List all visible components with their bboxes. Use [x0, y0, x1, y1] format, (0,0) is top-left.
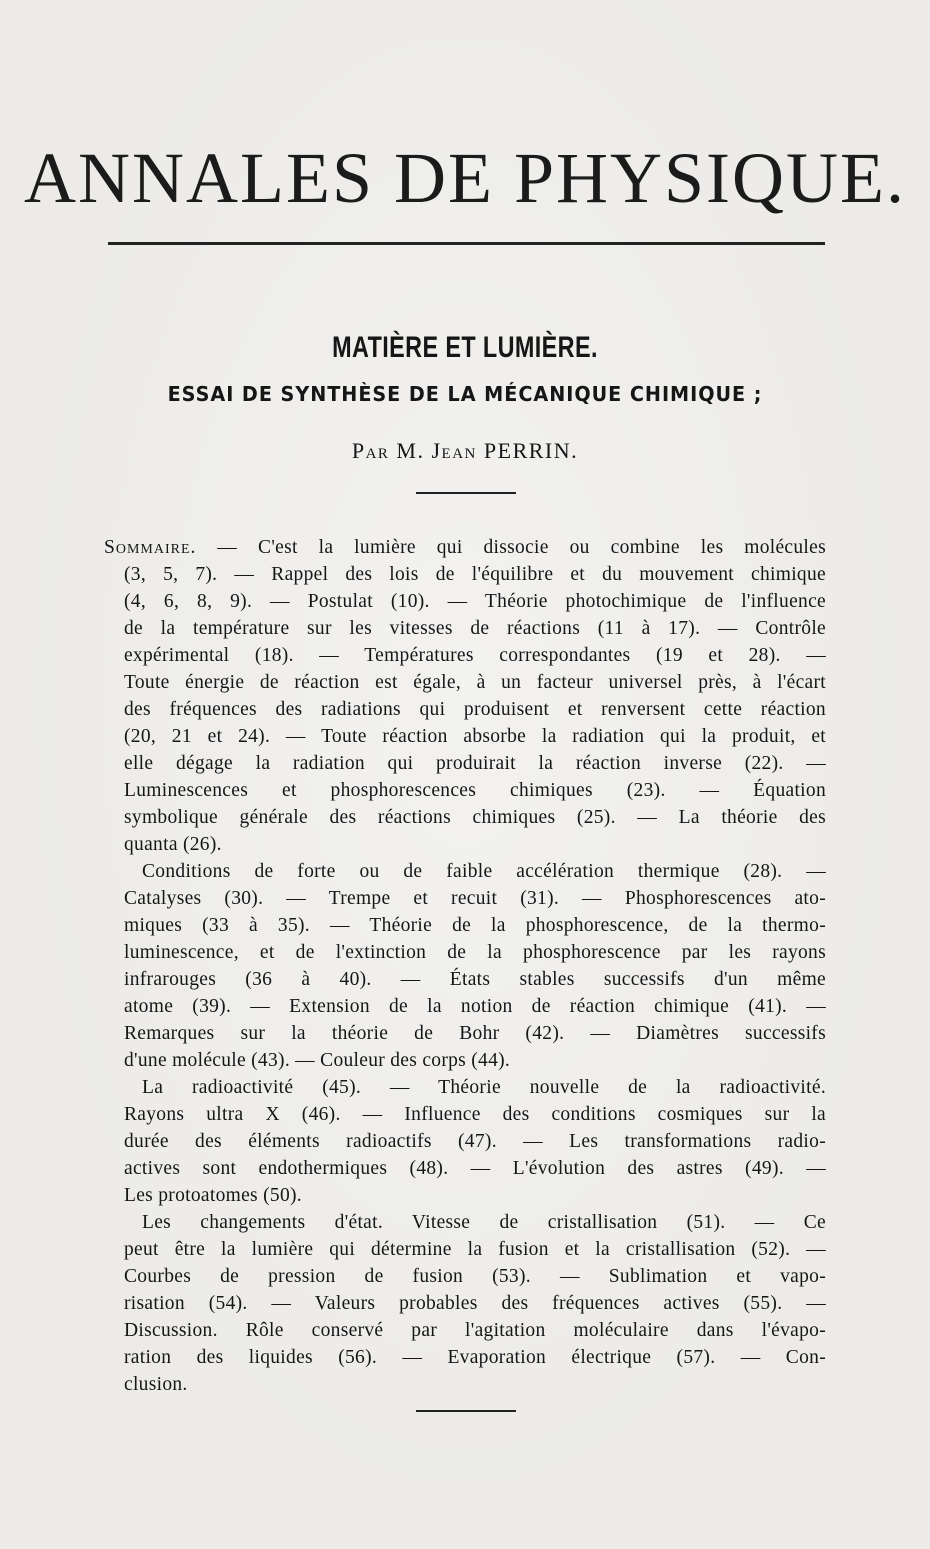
summary-line: Courbes de pression de fusion (53). — Sublimation et vapo-: [124, 1266, 826, 1287]
article-title: MATIÈRE ET LUMIÈRE.: [332, 331, 598, 364]
summary-line: peut être la lumière qui détermine la fusion et la cristallisation (52). —: [124, 1239, 826, 1260]
summary-line: elle dégage la radiation qui produirait la réaction inverse (22). —: [124, 753, 826, 774]
summary-line: Remarques sur la théorie de Bohr (42). — Diamètres successifs: [124, 1023, 826, 1044]
summary-line: des fréquences des radiations qui produisent et renversent cette réaction: [124, 699, 826, 720]
section-rule-top: [416, 492, 516, 494]
summary-line: (3, 5, 7). — Rappel des lois de l'équilibre et du mouvement chimique: [124, 564, 826, 585]
summary-line: clusion.: [124, 1374, 188, 1395]
summary-line: symbolique générale des réactions chimiques (25). — La théorie des: [124, 807, 826, 828]
summary-line: (20, 21 et 24). — Toute réaction absorbe la radiation qui la produit, et: [124, 726, 826, 747]
author-name: PERRIN.: [483, 438, 579, 463]
summary-line: Rayons ultra X (46). — Influence des conditions cosmiques sur la: [124, 1104, 826, 1125]
summary-line: durée des éléments radioactifs (47). — Les transformations radio-: [124, 1131, 826, 1152]
summary-line: Sommaire. — C'est la lumière qui dissocie ou combine les molécules: [104, 537, 826, 558]
summary-label: Sommaire.: [104, 537, 197, 558]
summary-line: de la température sur les vitesses de réactions (11 à 17). — Contrôle: [124, 618, 826, 639]
summary-line: infrarouges (36 à 40). — États stables successifs d'un même: [124, 969, 826, 990]
summary-line: quanta (26).: [124, 834, 222, 855]
summary-line: Les changements d'état. Vitesse de cristallisation (51). — Ce: [142, 1212, 826, 1233]
summary-line: Les protoatomes (50).: [124, 1185, 302, 1206]
summary-line: miques (33 à 35). — Théorie de la phosphorescence, de la thermo-: [124, 915, 826, 936]
summary-line: La radioactivité (45). — Théorie nouvelle de la radioactivité.: [142, 1077, 826, 1098]
title-rule: [108, 242, 825, 245]
summary-line: risation (54). — Valeurs probables des fréquences actives (55). —: [124, 1293, 826, 1314]
summary-line: luminescence, et de l'extinction de la phosphorescence par les rayons: [124, 942, 826, 963]
summary-line: (4, 6, 8, 9). — Postulat (10). — Théorie photochimique de l'influence: [124, 591, 826, 612]
byline: [0, 436, 930, 466]
summary-line: expérimental (18). — Températures correspondantes (19 et 28). —: [124, 645, 826, 666]
summary-line: actives sont endothermiques (48). — L'évolution des astres (49). —: [124, 1158, 826, 1179]
byline-prefix: Par M. Jean: [351, 438, 477, 463]
article-subtitle: ESSAI DE SYNTHÈSE DE LA MÉCANIQUE CHIMIQUE ;: [167, 382, 763, 406]
summary-line: Toute énergie de réaction est égale, à un facteur universel près, à l'écart: [124, 672, 826, 693]
section-rule-bottom: [416, 1410, 516, 1412]
summary-line: Discussion. Rôle conservé par l'agitation moléculaire dans l'évapo-: [124, 1320, 826, 1341]
summary-line: Luminescences et phosphorescences chimiques (23). — Équation: [124, 780, 826, 801]
summary-line: Conditions de forte ou de faible accélération thermique (28). —: [142, 861, 826, 882]
summary-line: ration des liquides (56). — Evaporation électrique (57). — Con-: [124, 1347, 826, 1368]
journal-title: ANNALES DE PHYSIQUE.: [24, 138, 906, 218]
summary-line: Catalyses (30). — Trempe et recuit (31). — Phosphorescences ato-: [124, 888, 826, 909]
summary-line: atome (39). — Extension de la notion de réaction chimique (41). —: [124, 996, 826, 1017]
summary-line: d'une molécule (43). — Couleur des corps (44).: [124, 1050, 511, 1071]
